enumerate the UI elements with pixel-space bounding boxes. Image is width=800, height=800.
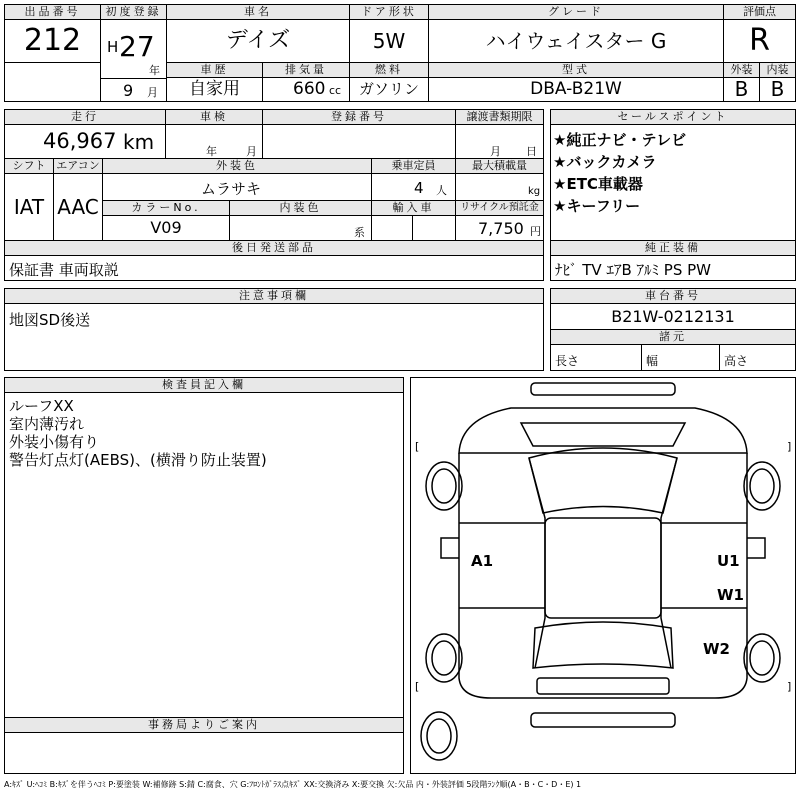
mark-w1: W1 (717, 586, 744, 604)
color-no-header: カラーNo. (102, 200, 230, 216)
int-header: 内装 (759, 62, 796, 78)
first-reg-header: 初度登録 (100, 4, 167, 20)
length-label: 長さ (555, 354, 580, 368)
reg-no-cell (262, 124, 456, 159)
displacement-header: 排気量 (262, 62, 350, 78)
first-reg-month: 9 (123, 81, 134, 100)
car-diagram (410, 377, 796, 774)
fuel-header: 燃料 (349, 62, 429, 78)
color-no: V09 (102, 215, 230, 241)
first-reg-year-cell (100, 19, 167, 79)
windshield (529, 448, 677, 513)
model-code: DBA-B21W (428, 77, 724, 102)
sales-points-box (550, 124, 796, 241)
svg-text:]: ] (787, 680, 792, 693)
shift-header: シフト (4, 158, 54, 174)
sales-point: ★キーフリー (553, 197, 641, 215)
car-diagram-svg (411, 378, 795, 773)
lot-header: 出品番号 (4, 4, 101, 20)
mark-u1: U1 (717, 552, 740, 570)
width-label: 幅 (646, 354, 659, 368)
right-body (715, 453, 747, 698)
genuine-cell (550, 255, 796, 281)
chassis-header: 車台番号 (550, 288, 796, 304)
chassis-number: B21W-0212131 (550, 303, 796, 330)
era: H (107, 38, 119, 56)
specs-header: 諸元 (550, 329, 796, 345)
sales-point: ★バックカメラ (553, 153, 657, 171)
inspector-line: 警告灯点灯(AEBS)、(横滑り防止装置) (9, 451, 267, 469)
ext-score: B (723, 77, 760, 102)
car-name: デイズ (166, 19, 350, 63)
legend: A:ｷｽﾞ U:ﾍｺﾐ B:ｷｽﾞを伴うﾍｺﾐ P:要塗装 W:補修跡 S:錆 C:腐食、穴 G:ﾌﾛﾝﾄｶﾞﾗｽ点ｷｽﾞ XX:交換済み X:要交換 欠:欠品 内・外装評価 5段階ﾗﾝｸ順(A・B・C・D・E) 1 (4, 780, 582, 789)
svg-text:[: [ (415, 440, 420, 453)
left-body (459, 453, 494, 698)
year-unit: 年 (149, 64, 160, 77)
right-pillar (661, 458, 677, 668)
inspector-line: 外装小傷有り (9, 433, 100, 451)
aircon-header: エアコン (53, 158, 103, 174)
car-name-header: 車名 (166, 4, 350, 20)
reg-no-header: 登録番号 (262, 109, 456, 125)
displacement: 660 (293, 79, 326, 99)
ext-color: ムラサキ (201, 180, 262, 198)
max-load-cell (455, 173, 544, 201)
transfer-cell (455, 124, 544, 159)
mark-a1: A1 (471, 552, 494, 570)
inspector-header: 検査員記入欄 (4, 377, 404, 393)
grade-header: グレード (428, 4, 724, 20)
lot-blank (4, 62, 101, 102)
kg-unit: kg (528, 186, 541, 197)
grade: ハイウェイスター G (428, 19, 724, 63)
cc-unit: cc (329, 84, 342, 97)
recycle-fee: 7,750 (478, 219, 524, 238)
transfer-month-unit: 月 (490, 145, 501, 158)
left-mirror (441, 538, 459, 558)
ext-header: 外装 (723, 62, 760, 78)
recycle-cell (455, 215, 544, 241)
office-header: 事務局よりご案内 (4, 717, 404, 733)
transfer-day-unit: 日 (526, 145, 537, 158)
rating-score: R (723, 19, 796, 63)
inspector-line: 室内薄汚れ (9, 415, 85, 433)
left-pillar (529, 458, 545, 668)
door-type: 5W (349, 19, 429, 63)
displacement-cell (262, 77, 350, 102)
notes-cell (4, 303, 544, 371)
shift: IAT (4, 173, 54, 241)
transfer-header: 譲渡書類期限 (455, 109, 544, 125)
inspection-cell (165, 124, 263, 159)
height-label: 高さ (724, 354, 749, 368)
height-cell (719, 344, 796, 371)
int-color-suffix: 系 (354, 226, 365, 239)
sales-points-header: セールスポイント (550, 109, 796, 125)
sales-point: ★ETC車載器 (553, 175, 643, 193)
model-header: 型式 (428, 62, 724, 78)
svg-text:[: [ (415, 680, 420, 693)
later-parts-header: 後日発送部品 (4, 240, 544, 256)
notes: 地図SD後送 (9, 311, 91, 329)
inspection-header: 車検 (165, 109, 263, 125)
recycle-header: リサイクル預託金 (455, 200, 544, 216)
mileage-cell (4, 124, 166, 159)
front-bumper (531, 383, 675, 395)
length-cell (550, 344, 642, 371)
mileage: 46,967 (43, 129, 117, 153)
inspector-line: ルーフXX (9, 397, 74, 415)
yen-unit: 円 (530, 225, 541, 238)
door-header: ドア形状 (349, 4, 429, 20)
first-reg-year: 27 (119, 30, 155, 63)
first-reg-month-cell (100, 78, 167, 102)
right-mirror (747, 538, 765, 558)
rear-window (533, 622, 673, 668)
front-grille (521, 423, 685, 446)
mileage-header: 走行 (4, 109, 166, 125)
svg-text:]: ] (787, 440, 792, 453)
office-box (4, 732, 404, 774)
insp-month-unit: 月 (246, 145, 257, 158)
roof (545, 518, 661, 618)
fuel: ガソリン (349, 77, 429, 102)
capacity-header: 乗車定員 (371, 158, 456, 174)
rear-gate (537, 678, 669, 694)
month-unit: 月 (147, 86, 158, 99)
genuine-header: 純正装備 (550, 240, 796, 256)
width-cell (641, 344, 720, 371)
insp-year-unit: 年 (206, 145, 217, 158)
rating-header: 評価点 (723, 4, 796, 20)
later-parts: 保証書 車両取説 (9, 261, 119, 279)
int-color-cell (229, 215, 372, 241)
max-load-header: 最大積載量 (455, 158, 544, 174)
capacity: 4 (414, 179, 424, 197)
capacity-unit: 人 (436, 184, 447, 197)
notes-header: 注意事項欄 (4, 288, 544, 304)
inspector-box (4, 392, 404, 718)
import-cell-a (371, 215, 413, 241)
rear-bumper (531, 713, 675, 727)
aircon: AAC (53, 173, 103, 241)
int-score: B (759, 77, 796, 102)
import-cell-b (412, 215, 456, 241)
lot-number: 212 (4, 19, 101, 63)
capacity-cell (371, 173, 456, 201)
km-unit: km (123, 130, 155, 154)
ext-color-cell (102, 173, 372, 201)
history: 自家用 (166, 77, 263, 102)
import-header: 輸入車 (371, 200, 456, 216)
history-header: 車歴 (166, 62, 263, 78)
later-parts-cell (4, 255, 544, 281)
mark-w2: W2 (703, 640, 730, 658)
int-color-header: 内装色 (229, 200, 372, 216)
genuine-equipment: ﾅﾋﾞ TV ｴｱB ｱﾙﾐ PS PW (555, 261, 711, 279)
ext-color-header: 外装色 (102, 158, 372, 174)
sales-point: ★純正ナビ・テレビ (553, 131, 687, 149)
